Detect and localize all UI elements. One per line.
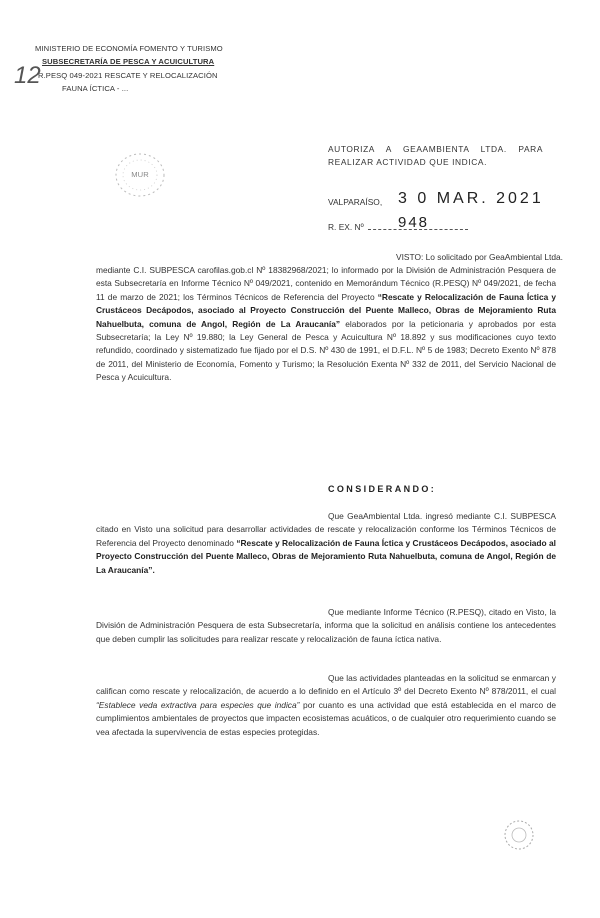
considerando-heading: CONSIDERANDO: — [328, 484, 437, 494]
visto-line-2: mediante C.I. SUBPESCA carofilas.gob.cl Nº 18382968/2021; lo informado por la División de — [96, 265, 448, 275]
visto-paragraph — [96, 264, 556, 385]
rex-label: R. EX. Nº — [328, 222, 364, 232]
handwritten-mark: 12 — [14, 62, 41, 89]
visto-rest: elaborados por la peticionaria y aprobados por esta Subsecretaría; la Ley Nº 19.880; la Ley General de Pesca y Acuicultura Nº 18.892 y sus modificaciones cuyo texto refundido, coordinado y sistematizado fue fijado por el D.S. Nº 430 de 1991, el D.F.L. Nº 5 de 1983; Decreto Exento Nº 878 de 2011, del Ministerio de Economía, Fomento y Turismo; la Resolución Exenta Nº 332 de 2011, del Servicio Nacional de Pesca y Acuicultura. — [96, 318, 557, 383]
resolution-title — [328, 143, 543, 169]
visto-line-1: VISTO: Lo solicitado por GeaAmbiental Ltda. — [396, 252, 563, 262]
considerando-1-intro: Que GeaAmbiental Ltda. ingresó mediante C.I. SUBPESCA citado en Visto una solicitud para desarrollar actividades de rescate y relocalización conforme los Términos Técnicos de Referencia del Proyecto denominado — [96, 511, 556, 548]
visto-line-3: Administración Pesquera de esta Subsecretaría en Informe Técnico Nº 049/2021, contenido en — [96, 265, 556, 289]
rex-number: 948 — [398, 214, 430, 231]
subject-short: FAUNA ÍCTICA - ... — [62, 84, 129, 93]
ministry-name: MINISTERIO DE ECONOMÍA FOMENTO Y TURISMO — [35, 44, 223, 53]
considerando-3-italic: “Establece veda extractiva para especies que indica” — [96, 699, 300, 710]
stamp-text: MUR — [131, 170, 149, 179]
considerando-paragraph-2: Que mediante Informe Técnico (R.PESQ), citado en Visto, la División de Administración Pesquera de esta Subsecretaría, informa que la solicitud en análisis contiene los antecedentes que deben cumplir las solicitudes para realizar rescate y relocalización de fauna íctica nativa. — [96, 607, 556, 644]
considerando-paragraph-1 — [96, 510, 556, 577]
visto-line-5: de Referencia del Proyecto — [271, 291, 375, 302]
considerando-paragraph-3 — [96, 672, 556, 739]
official-stamp — [112, 150, 168, 200]
considerando-1-project: “Rescate y Relocalización de Fauna Íctica y Crustáceos Decápodos, asociado al Proyecto Construcción del Puente Malleco, Obras de Mejoramiento Ruta Nahuelbuta, comuna de Angol, Región de La Araucanía”. — [96, 537, 557, 575]
considerando-3-a: Que las actividades planteadas en la solicitud se enmarcan y califican como rescate y relocalización, de acuerdo a lo definido en el Artículo 3º del Decreto Exento Nº 878/2011, el cual — [96, 673, 556, 697]
seal-mark — [502, 818, 536, 852]
visto-project-name: “Rescate y Relocalización de Fauna Íctica y Crustáceos Decápodos, asociado al Proyecto Construcción del Puente Malleco, Obras de Mejoramiento Ruta Nahuelbuta, comuna de Angol, Región de La Araucanía” — [96, 291, 557, 329]
resolution-date: 3 0 MAR. 2021 — [398, 190, 544, 207]
city-label: VALPARAÍSO, — [328, 197, 383, 207]
considerando-3-b: por cuanto es una actividad que está establecida en el marco de cumplimientos ambientales de proyectos que impacten ecosistemas acuáticos, o de cualquier otro requerimiento cuando se vea afectada la supervivencia de estas especies protegidas. — [96, 699, 557, 737]
visto-line-4: Memorándum Técnico (R.PESQ) Nº 049/2021, de fecha 11 de marzo de 2021; los Términos Técnicos — [96, 278, 556, 302]
undersecretariat-name: SUBSECRETARÍA DE PESCA Y ACUICULTURA — [42, 57, 215, 66]
title-line-1: AUTORIZA A GEAAMBIENTA LTDA. PARA — [328, 144, 543, 154]
title-line-2: REALIZAR ACTIVIDAD QUE INDICA. — [328, 157, 488, 167]
reference-code: R.PESQ 049-2021 RESCATE Y RELOCALIZACIÓN — [38, 71, 218, 80]
